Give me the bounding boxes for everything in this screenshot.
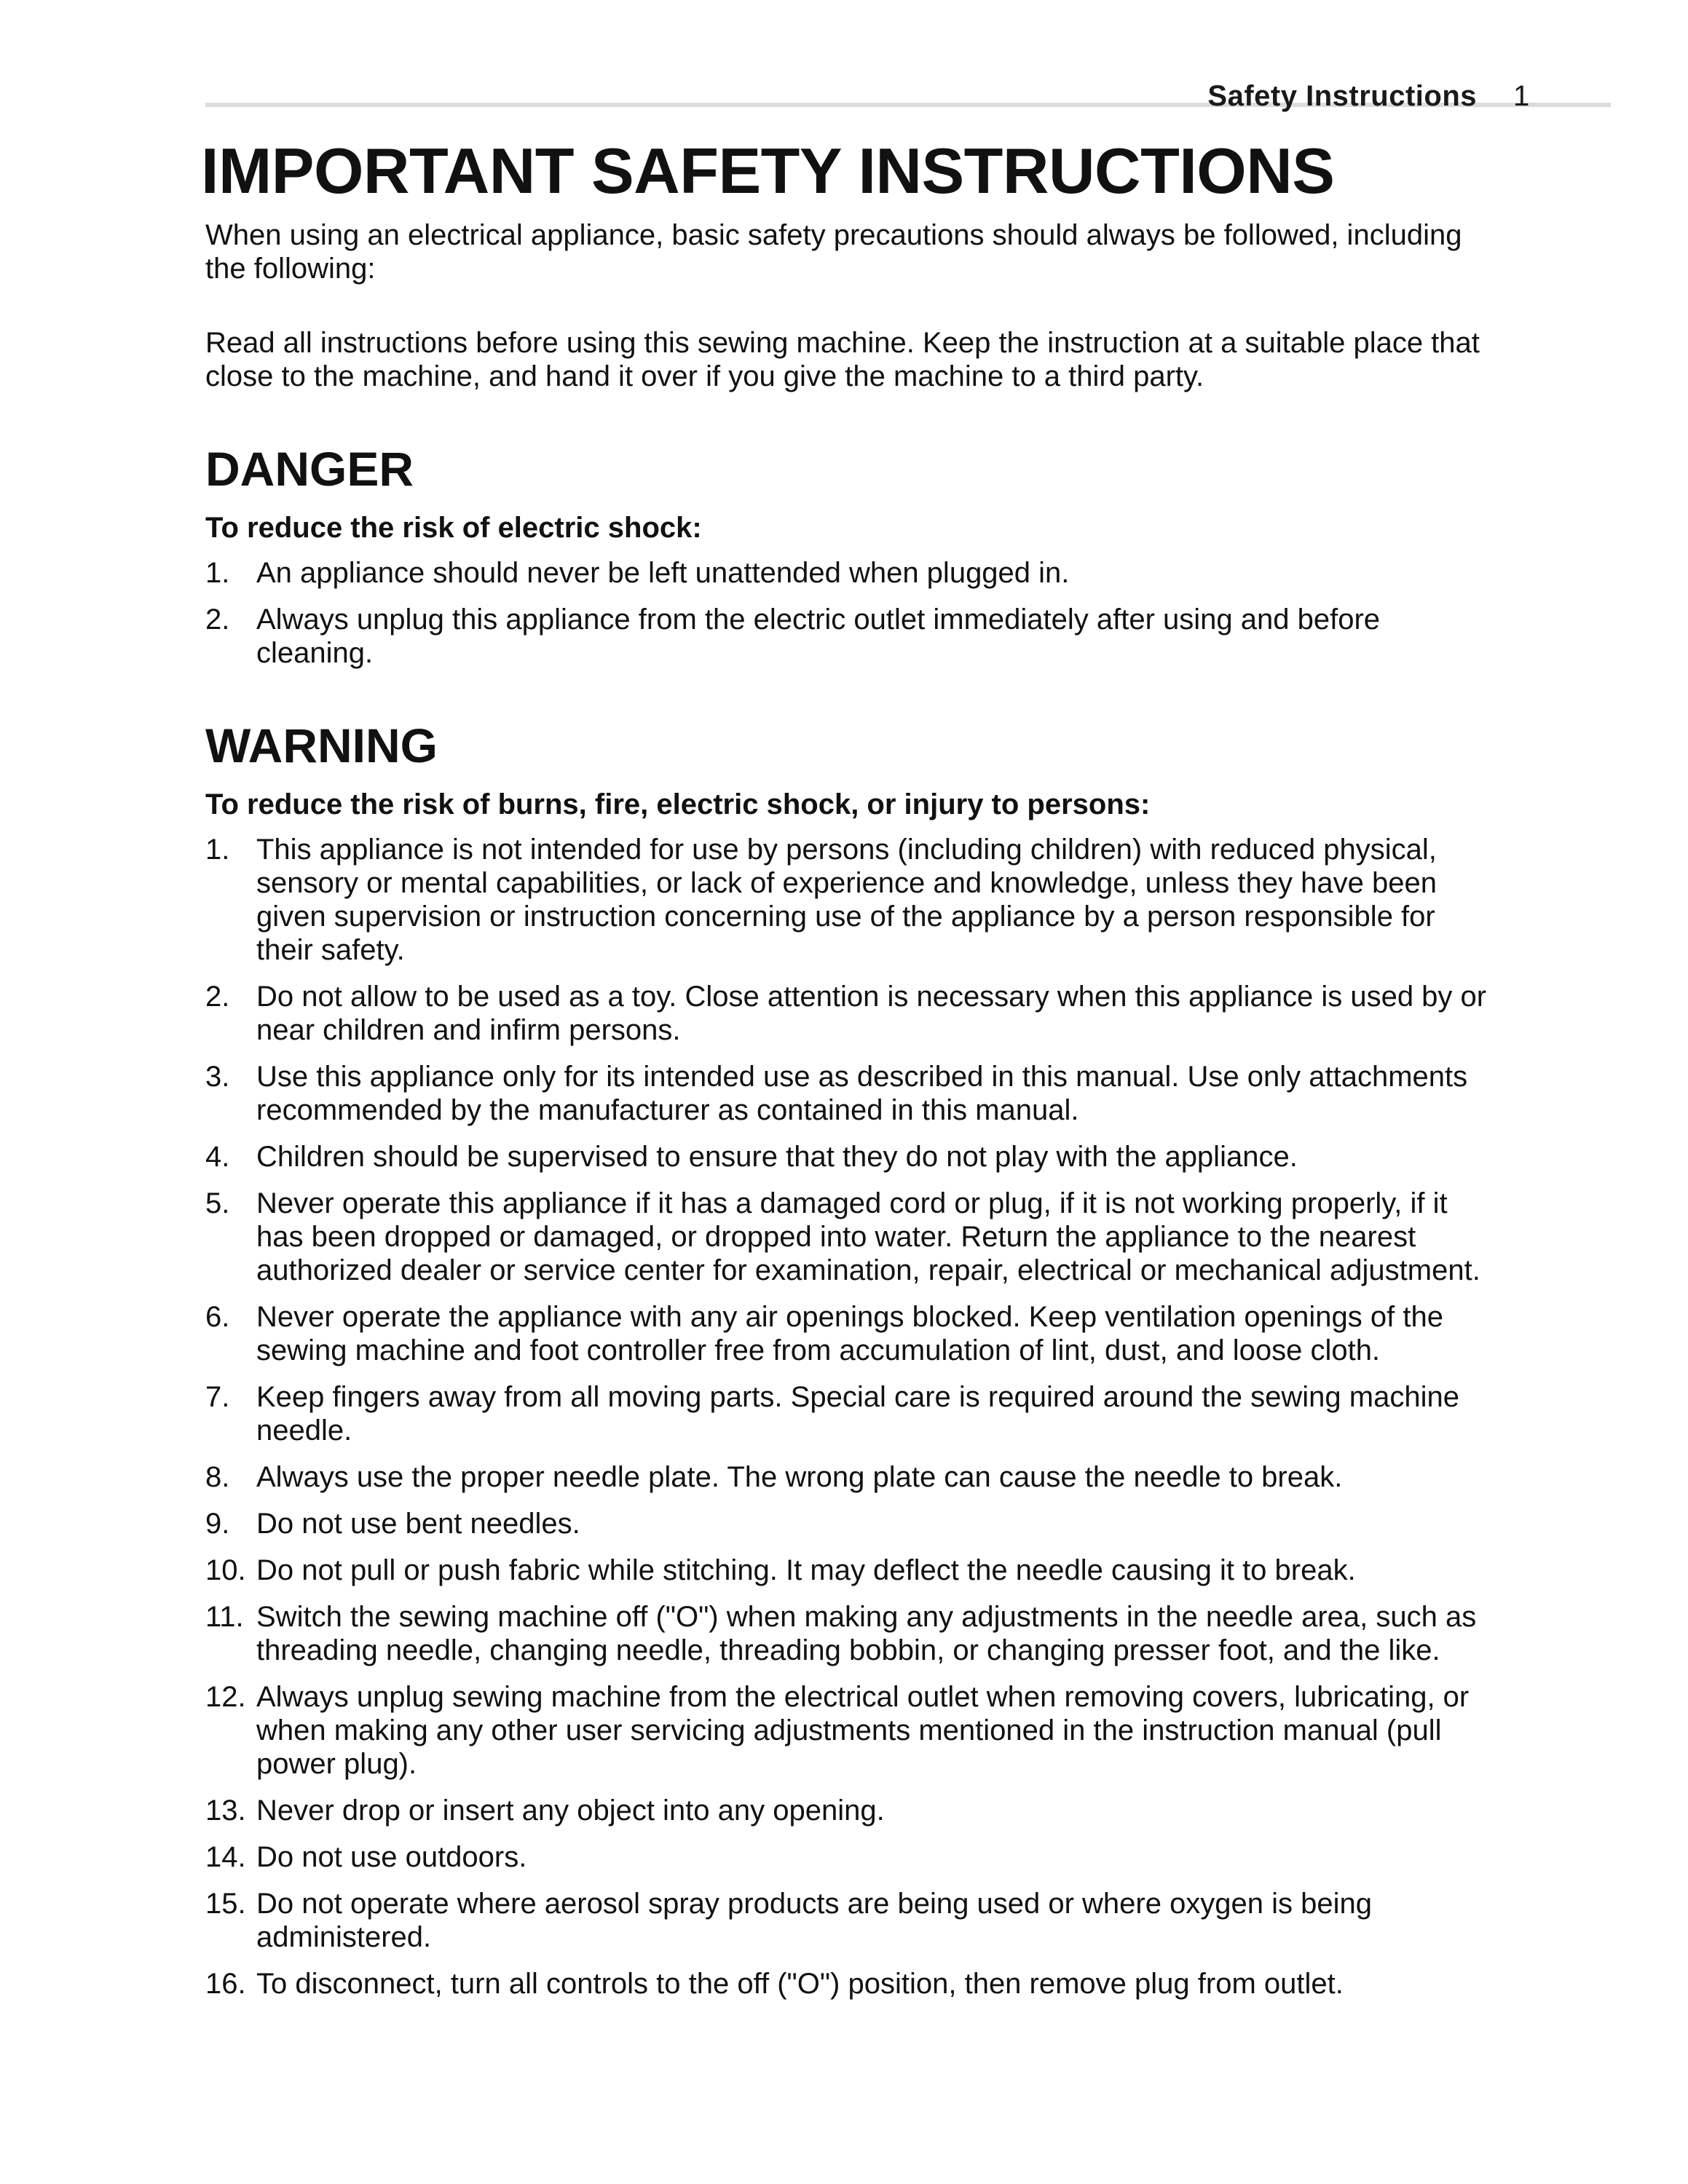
- warning-item-number: 5.: [205, 1187, 230, 1219]
- page-title: IMPORTANT SAFETY INSTRUCTIONS: [201, 135, 1335, 207]
- warning-item: [205, 1554, 1487, 1587]
- warning-list: [205, 833, 1487, 2001]
- warning-item-number: 8.: [205, 1461, 230, 1493]
- warning-item: [205, 1967, 1487, 2001]
- warning-item-number: 3.: [205, 1061, 230, 1093]
- warning-item: [205, 1187, 1487, 1287]
- danger-section: [205, 440, 1487, 670]
- warning-subheading: To reduce the risk of burns, fire, electric shock, or injury to persons:: [205, 788, 1151, 820]
- danger-list: [205, 556, 1487, 670]
- warning-item-text: Always unplug sewing machine from the electrical outlet when removing covers, lubricating, or when making any other user servicing adjustments mentioned in the instruction manual (pull power plug).: [256, 1681, 1470, 1780]
- warning-item-text: Do not operate where aerosol spray products are being used or where oxygen is being administered.: [256, 1888, 1373, 1953]
- warning-item-number: 10.: [205, 1554, 246, 1586]
- warning-item: [205, 1380, 1487, 1447]
- warning-item-text: This appliance is not intended for use by persons (including children) with reduced physical, sensory or mental capabilities, or lack of experience and knowledge, unless they have been given supervision or instruction concerning use of the appliance by a person responsible for their safety.: [256, 834, 1437, 966]
- warning-item: [205, 1460, 1487, 1494]
- warning-item-text: Use this appliance only for its intended use as described in this manual. Use only attachments recommended by the manufacturer as contained in this manual.: [256, 1061, 1468, 1126]
- danger-item-text: An appliance should never be left unattended when plugged in.: [256, 557, 1070, 589]
- warning-item: [205, 980, 1487, 1047]
- warning-item-text: Switch the sewing machine off ("O") when making any adjustments in the needle area, such as threading needle, changing needle, threading bobbin, or changing presser foot, and the like.: [256, 1601, 1477, 1666]
- warning-heading: WARNING: [205, 719, 438, 772]
- warning-item: [205, 1300, 1487, 1367]
- warning-item-number: 1.: [205, 834, 230, 866]
- warning-item-number: 7.: [205, 1381, 230, 1413]
- warning-item-text: Do not pull or push fabric while stitching. It may deflect the needle causing it to break.: [256, 1554, 1356, 1586]
- warning-item: [205, 1140, 1487, 1174]
- page-number: 1: [1513, 80, 1530, 112]
- danger-heading: DANGER: [205, 442, 414, 496]
- danger-subheading: To reduce the risk of electric shock:: [205, 512, 702, 544]
- intro-paragraph: When using an electrical appliance, basic safety precautions should always be followed, including the following:: [205, 219, 1462, 285]
- warning-item-text: Always use the proper needle plate. The wrong plate can cause the needle to break.: [256, 1461, 1343, 1493]
- warning-item-number: 15.: [205, 1888, 246, 1920]
- warning-item-text: Do not use outdoors.: [256, 1841, 527, 1873]
- warning-item-text: Never operate this appliance if it has a damaged cord or plug, if it is not working properly, if it has been dropped or damaged, or dropped into water. Return the appliance to the nearest authorized dealer or service center for examination, repair, electrical or mechanical adjustment.: [256, 1187, 1480, 1286]
- warning-item: [205, 1887, 1487, 1954]
- warning-section: [205, 716, 1487, 2001]
- warning-item-text: Do not allow to be used as a toy. Close attention is necessary when this appliance is used by or near children and infirm persons.: [256, 981, 1487, 1046]
- warning-item-number: 12.: [205, 1681, 246, 1713]
- warning-item: [205, 1600, 1487, 1667]
- danger-item-number: 2.: [205, 604, 230, 636]
- warning-item: [205, 1680, 1487, 1781]
- page-content: [201, 131, 1487, 2014]
- warning-item-number: 13.: [205, 1795, 246, 1827]
- warning-item: [205, 833, 1487, 967]
- warning-item-text: Never drop or insert any object into any opening.: [256, 1795, 885, 1827]
- warning-item-number: 6.: [205, 1301, 230, 1333]
- running-header-title: Safety Instructions: [1207, 80, 1477, 112]
- warning-item-number: 11.: [205, 1601, 244, 1633]
- warning-item-text: Never operate the appliance with any air openings blocked. Keep ventilation openings of the sewing machine and foot controller free from accumulation of lint, dust, and loose cloth.: [256, 1301, 1443, 1366]
- danger-item-text: Always unplug this appliance from the electric outlet immediately after using and before cleaning.: [256, 604, 1381, 669]
- warning-item-text: Keep fingers away from all moving parts. Special care is required around the sewing machine needle.: [256, 1381, 1459, 1447]
- warning-item: [205, 1507, 1487, 1540]
- warning-item: [205, 1060, 1487, 1127]
- danger-item-number: 1.: [205, 557, 230, 589]
- warning-item-text: Children should be supervised to ensure that they do not play with the appliance.: [256, 1141, 1298, 1173]
- warning-item-number: 14.: [205, 1841, 246, 1873]
- danger-item: [205, 556, 1487, 590]
- warning-item-text: Do not use bent needles.: [256, 1508, 580, 1540]
- warning-item-number: 4.: [205, 1141, 230, 1173]
- intro-paragraph: Read all instructions before using this sewing machine. Keep the instruction at a suitable place that close to the machine, and hand it over if you give the machine to a third party.: [205, 327, 1480, 392]
- warning-item-number: 2.: [205, 981, 230, 1013]
- danger-item: [205, 603, 1487, 670]
- warning-item-number: 16.: [205, 1968, 246, 2000]
- warning-item-text: To disconnect, turn all controls to the off ("O") position, then remove plug from outlet.: [256, 1968, 1344, 2000]
- warning-item: [205, 1840, 1487, 1874]
- warning-item: [205, 1794, 1487, 1827]
- warning-item-number: 9.: [205, 1508, 230, 1540]
